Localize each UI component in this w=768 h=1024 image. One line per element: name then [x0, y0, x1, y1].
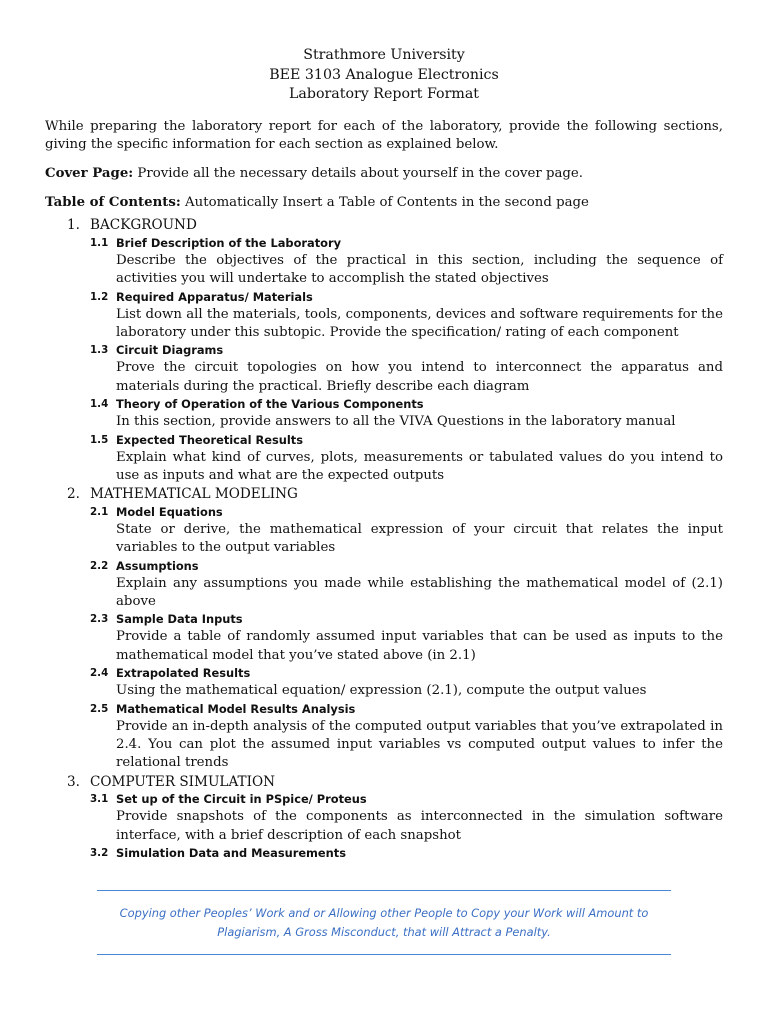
subsection-body: Provide an in-depth analysis of the computed output variables that you’ve extrapolated in 2.4. You can plot the assumed input variables vs computed output values to infer the relational trends	[116, 718, 723, 771]
subsection-title: Extrapolated Results	[116, 666, 251, 681]
section	[45, 485, 723, 772]
toc-text: Automatically Insert a Table of Contents in the second page	[180, 194, 589, 210]
subsection-body: Prove the circuit topologies on how you intend to interconnect the apparatus and materials during the practical. Briefly describe each diagram	[116, 360, 723, 394]
subsection-title: Sample Data Inputs	[116, 612, 243, 627]
document-title	[45, 46, 723, 105]
subsection-number: 2.1	[90, 505, 109, 518]
subsection-body: In this section, provide answers to all the VIVA Questions in the laboratory manual	[116, 414, 676, 430]
section-heading	[45, 216, 723, 234]
subsection-title: Set up of the Circuit in PSpice/ Proteus	[116, 792, 367, 807]
intro-paragraph: While preparing the laboratory report for each of the laboratory, provide the following sections, giving the specific information for each section as explained below.	[45, 118, 723, 153]
subsection-body: List down all the materials, tools, components, devices and software requirements for the laboratory under this subtopic. Provide the specification/ rating of each component	[116, 306, 723, 340]
subsection-title: Brief Description of the Laboratory	[116, 235, 342, 250]
subsection-number: 3.2	[90, 847, 109, 860]
subsection	[45, 396, 723, 431]
subsection	[45, 289, 723, 343]
subsection-number: 1.1	[90, 236, 109, 249]
section	[45, 216, 723, 485]
subsection-body: Provide snapshots of the components as interconnected in the simulation software interface, with a brief description of each snapshot	[116, 809, 723, 843]
subsection	[45, 432, 723, 486]
section-number: 2.	[67, 486, 80, 503]
subsection-number: 1.4	[90, 398, 109, 411]
subsection-number: 1.5	[90, 433, 109, 446]
subsection-body: Describe the objectives of the practical in this section, including the sequence of activities you will undertake to accomplish the stated objectives	[116, 252, 723, 287]
subsection-heading	[90, 701, 723, 718]
section	[45, 773, 723, 862]
course-title: BEE 3103 Analogue Electronics	[269, 66, 499, 83]
section-title: BACKGROUND	[90, 217, 197, 234]
section-title: MATHEMATICAL MODELING	[90, 486, 298, 503]
subsection-title: Model Equations	[116, 504, 223, 519]
subsection-number: 2.2	[90, 559, 109, 572]
toc-label: Table of Contents:	[45, 194, 181, 210]
subsection-title: Assumptions	[116, 558, 199, 573]
subsection-body: Explain any assumptions you made while establishing the mathematical model of (2.1) above	[116, 575, 723, 609]
subsection-heading	[90, 558, 723, 575]
subsection	[45, 504, 723, 558]
subsection-number: 2.3	[90, 613, 109, 626]
toc-paragraph	[45, 194, 723, 213]
subsection	[45, 791, 723, 845]
subsection-body: State or derive, the mathematical expression of your circuit that relates the input variables to the output variables	[116, 521, 723, 556]
cover-page-paragraph	[45, 165, 723, 184]
section-list	[45, 216, 723, 862]
subsection-heading	[90, 611, 723, 628]
subsection	[45, 665, 723, 700]
subsection-title: Expected Theoretical Results	[116, 432, 303, 447]
subsection-heading	[90, 289, 723, 306]
subsection-number: 2.4	[90, 667, 109, 680]
plagiarism-notice	[97, 890, 671, 955]
subsection-heading	[90, 396, 723, 413]
cover-page-label: Cover Page:	[45, 165, 134, 181]
subsection	[45, 611, 723, 665]
subsection	[45, 845, 723, 862]
subsection-heading	[90, 235, 723, 252]
university-name: Strathmore University	[303, 47, 465, 63]
subsection-body: Explain what kind of curves, plots, measurements or tabulated values do you intend to use as inputs and what are the expected outputs	[116, 449, 723, 483]
subsection	[45, 235, 723, 289]
subsection	[45, 701, 723, 773]
subsection-number: 1.3	[90, 344, 109, 357]
subsection-title: Simulation Data and Measurements	[116, 846, 346, 861]
section-heading	[45, 773, 723, 791]
subsection-heading	[90, 432, 723, 449]
subsection-title: Mathematical Model Results Analysis	[116, 701, 356, 716]
notice-line-1: Copying other Peoples’ Work and or Allowing other People to Copy your Work will Amount to	[119, 906, 649, 920]
subsection-number: 1.2	[90, 290, 109, 303]
section-number: 3.	[67, 773, 80, 790]
subsection-heading	[90, 504, 723, 521]
subsection	[45, 342, 723, 396]
subsection-title: Required Apparatus/ Materials	[116, 289, 313, 304]
subsection-body: Using the mathematical equation/ expression (2.1), compute the output values	[116, 683, 647, 699]
subsection-heading	[90, 845, 723, 862]
notice-line-2: Plagiarism, A Gross Misconduct, that will Attract a Penalty.	[217, 925, 551, 939]
subsection-heading	[90, 342, 723, 359]
cover-page-text: Provide all the necessary details about yourself in the cover page.	[133, 165, 584, 181]
subsection	[45, 558, 723, 612]
subsection-body: Provide a table of randomly assumed input variables that can be used as inputs to the mathematical model that you’ve stated above (in 2.1)	[116, 629, 723, 663]
subsection-number: 3.1	[90, 793, 109, 806]
subsection-heading	[90, 665, 723, 682]
subsection-heading	[90, 791, 723, 808]
subsection-number: 2.5	[90, 702, 109, 715]
subsection-title: Circuit Diagrams	[116, 343, 224, 358]
section-heading	[45, 485, 723, 503]
section-title: COMPUTER SIMULATION	[90, 773, 276, 790]
section-number: 1.	[67, 217, 80, 234]
subsection-title: Theory of Operation of the Various Components	[116, 397, 424, 412]
report-format-title: Laboratory Report Format	[289, 86, 479, 102]
